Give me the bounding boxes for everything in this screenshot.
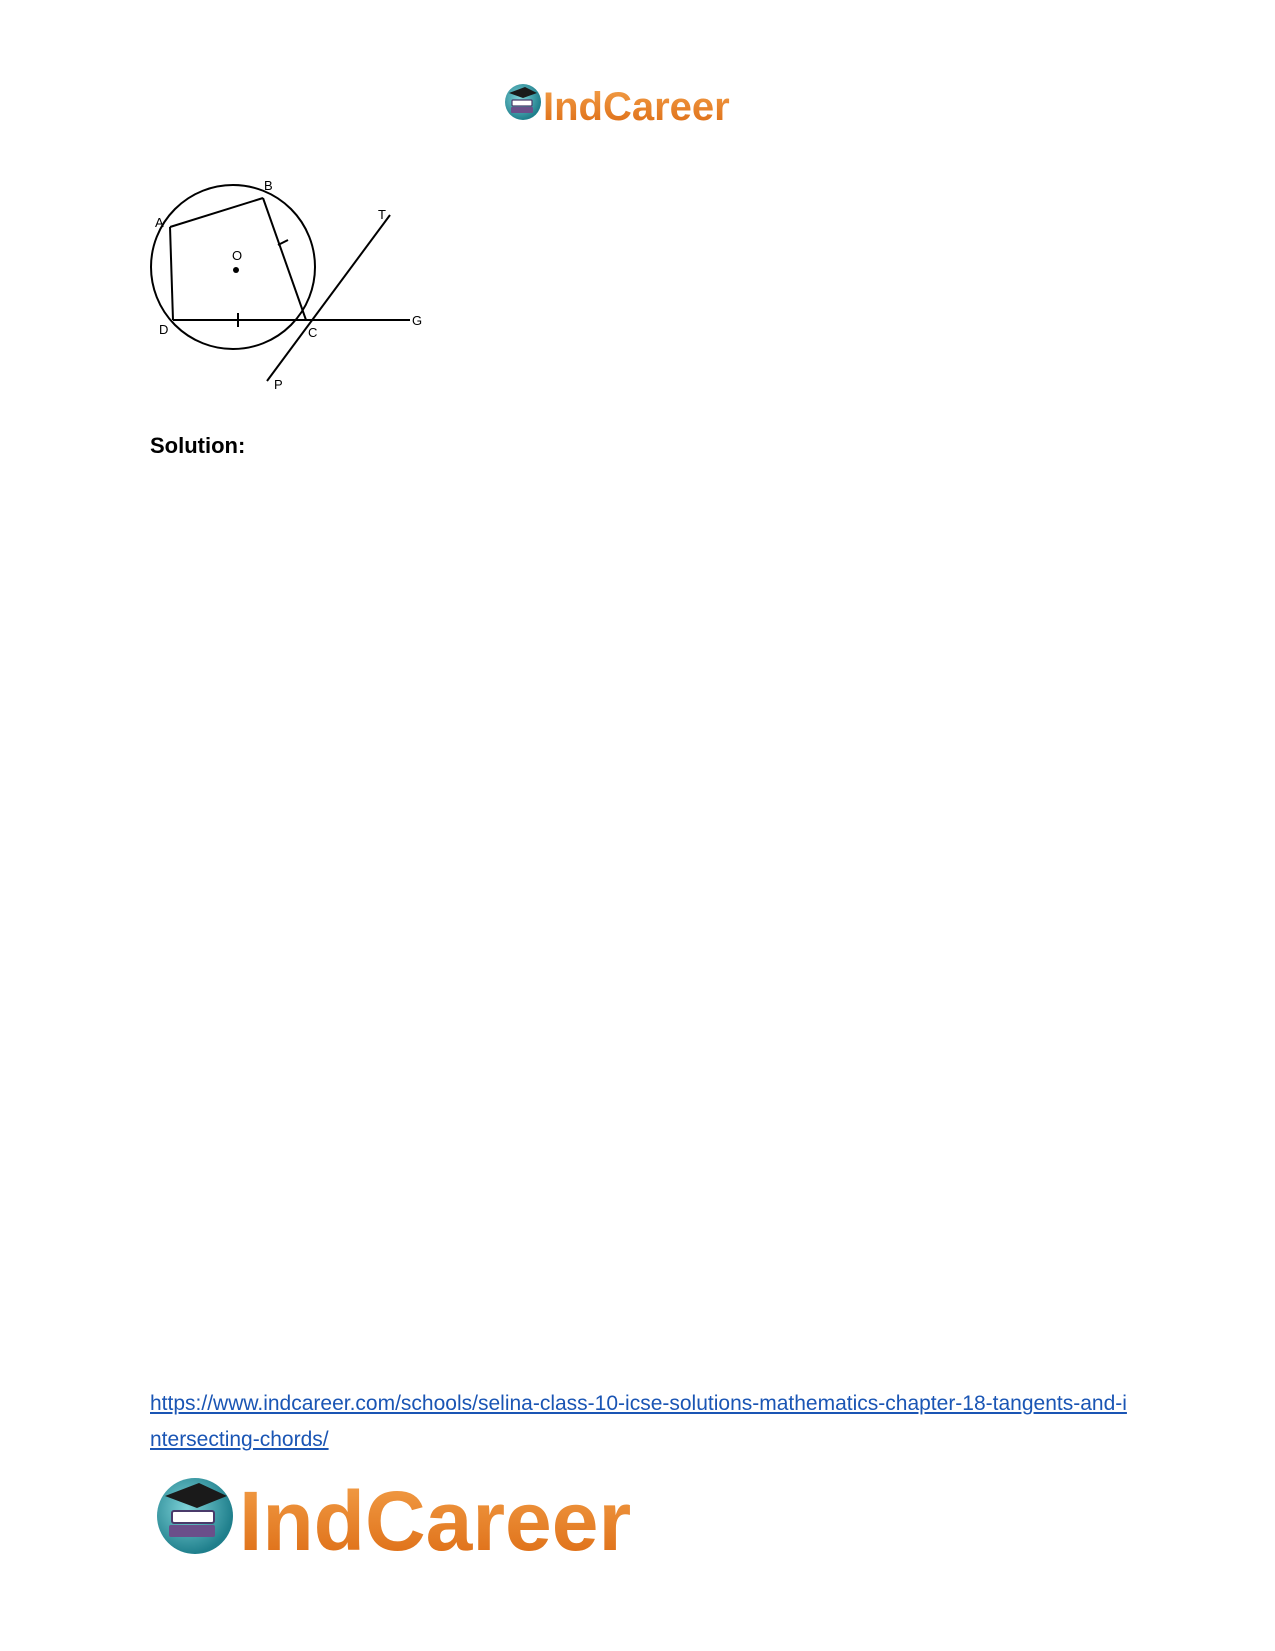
solution-heading: Solution: xyxy=(150,433,246,458)
graduation-globe-icon xyxy=(505,84,541,120)
header-logo-text: IndCareer xyxy=(543,85,730,129)
circle-tangent-figure xyxy=(150,175,450,400)
label-g: G xyxy=(412,313,423,328)
label-b: B xyxy=(264,178,273,193)
footer-url-link[interactable]: https://www.indcareer.com/schools/selina-class-10-icse-solutions-mathematics-chapter-18-tangents-and-intersecting-chords/ xyxy=(150,1392,1127,1451)
footer-logo xyxy=(155,1466,715,1562)
label-t: T xyxy=(378,207,386,222)
label-p: P xyxy=(274,377,283,392)
label-c: C xyxy=(308,325,318,340)
label-o: O xyxy=(232,248,243,263)
chord-bc xyxy=(263,198,306,320)
graduation-globe-icon xyxy=(157,1478,233,1554)
center-dot xyxy=(233,267,239,273)
chord-ad xyxy=(170,227,173,320)
tangent-tp xyxy=(267,215,390,381)
footer-logo-text: IndCareer xyxy=(239,1474,632,1562)
header-logo xyxy=(503,78,773,130)
circle xyxy=(151,185,318,349)
label-d: D xyxy=(159,322,169,337)
label-a: A xyxy=(155,215,164,230)
